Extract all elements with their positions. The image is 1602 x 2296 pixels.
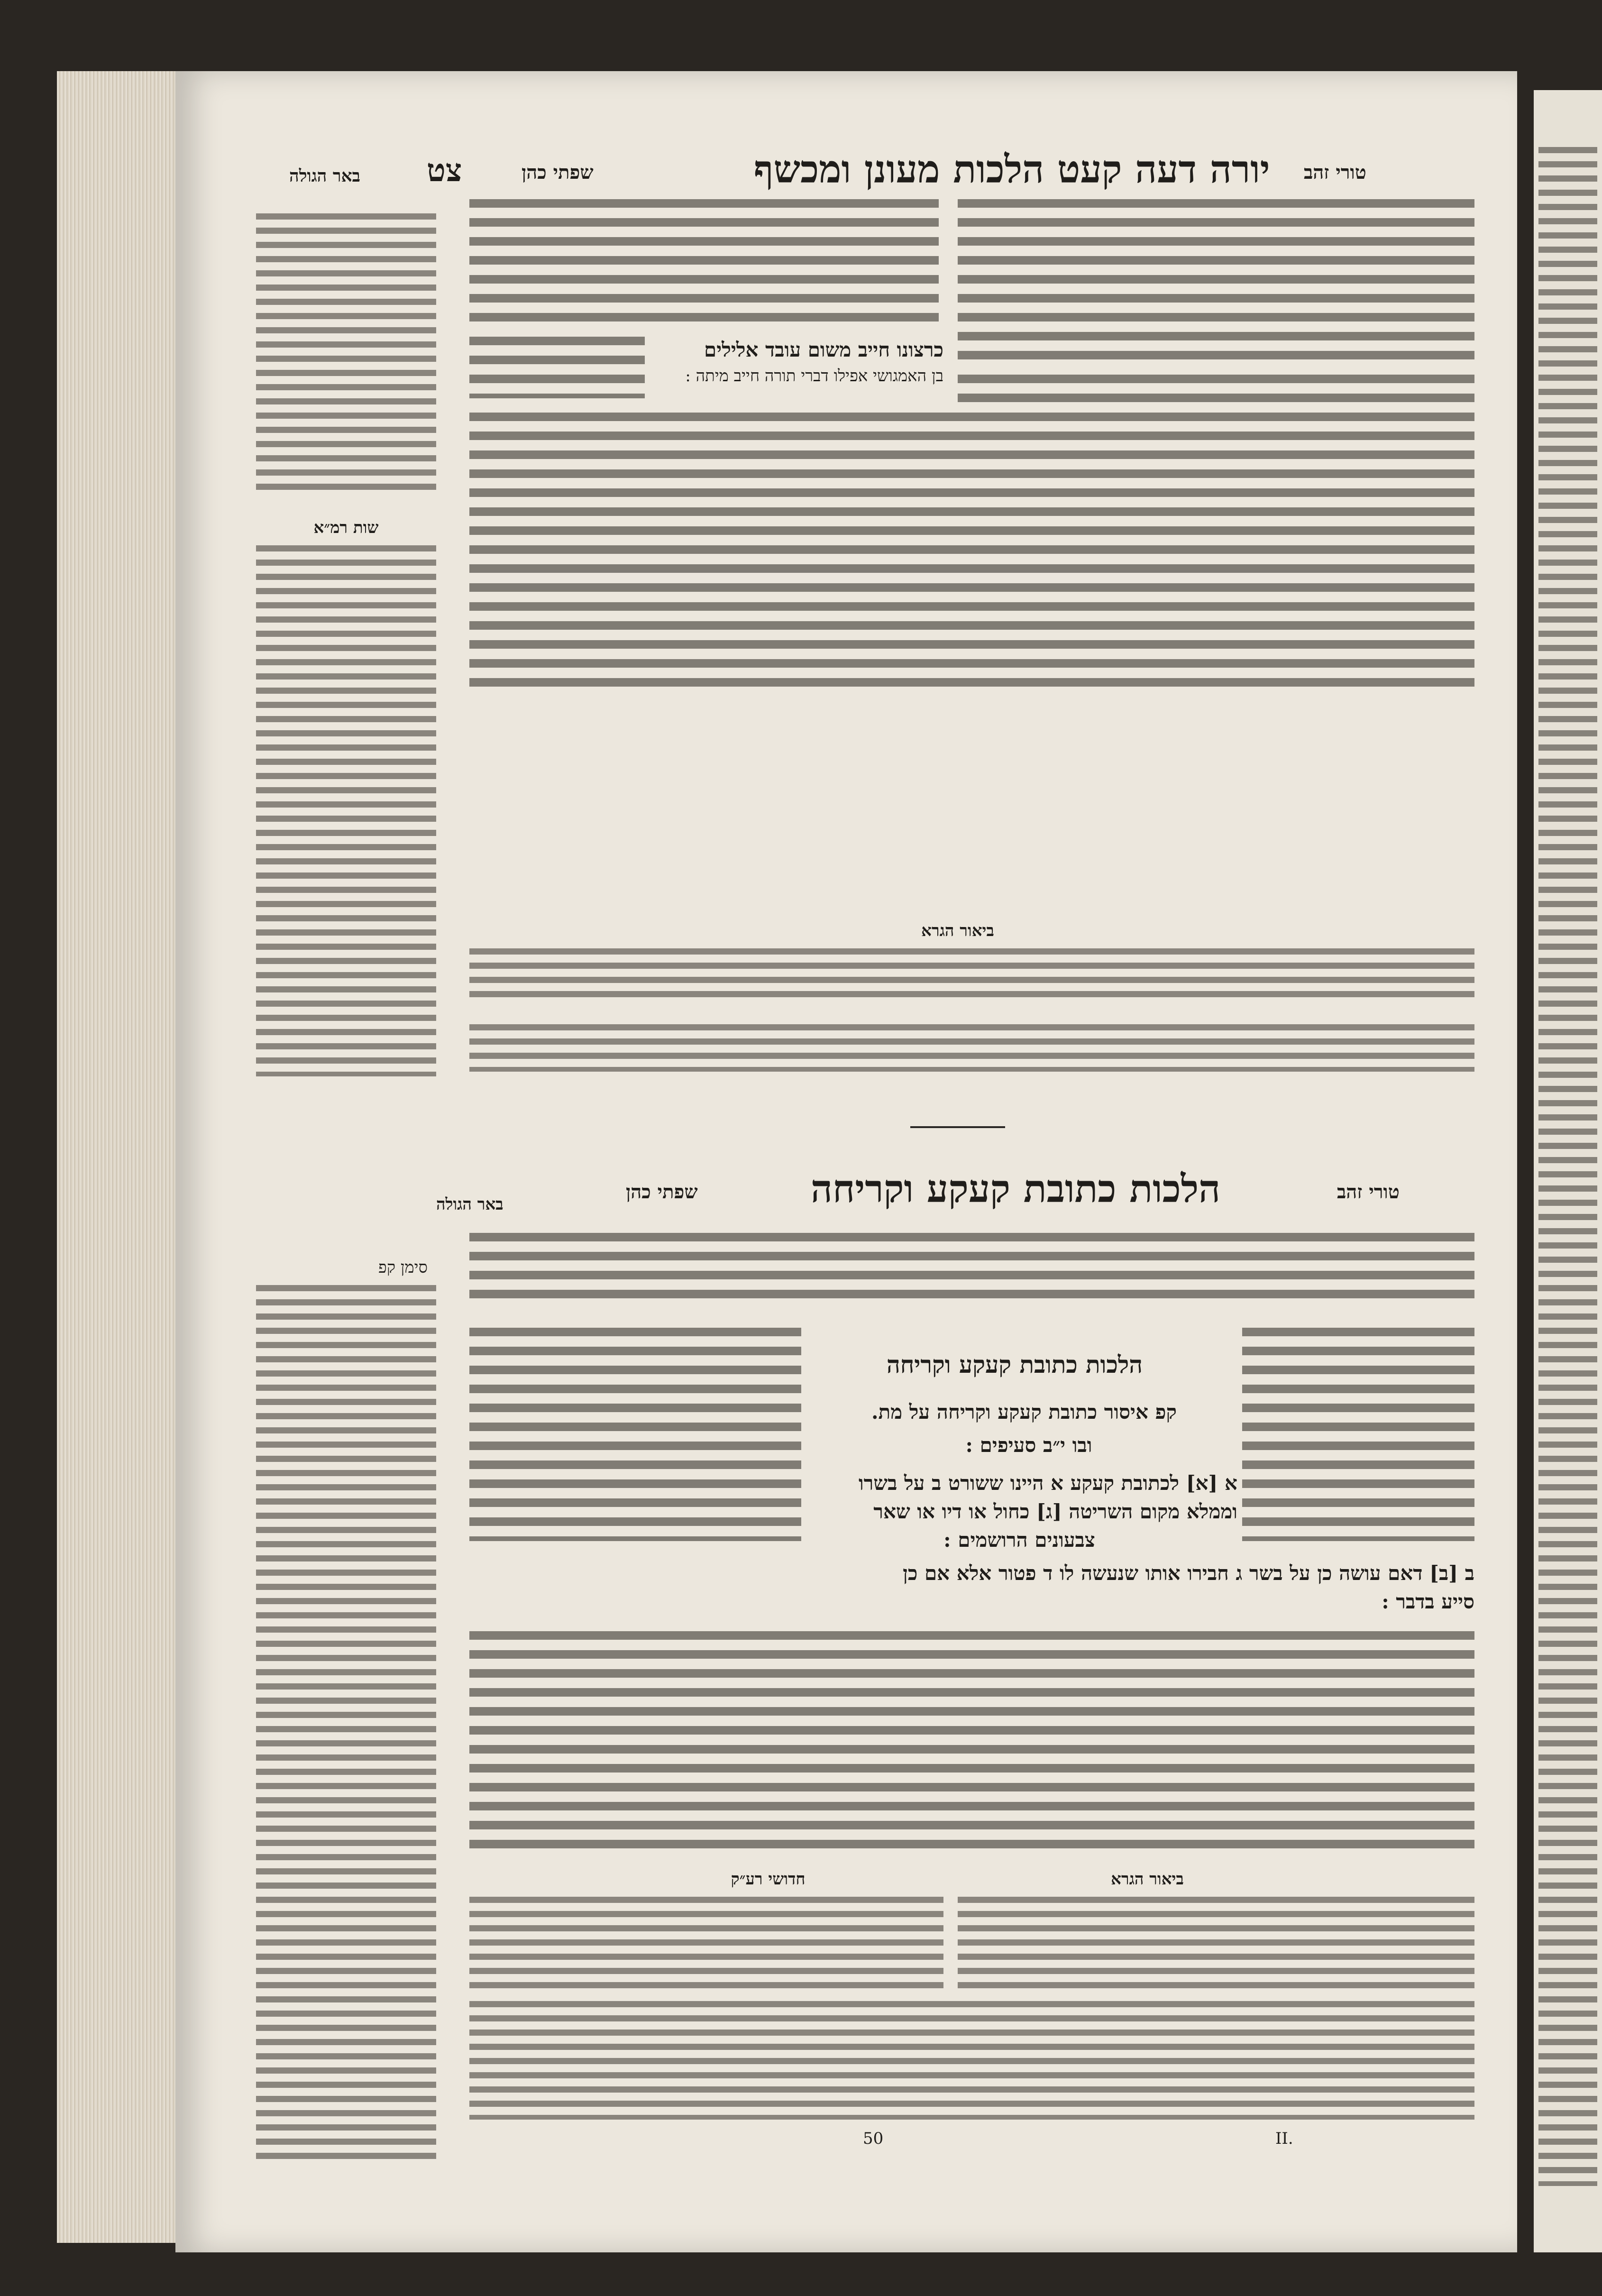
taz-s2-side: [1242, 1328, 1474, 1541]
header-right-title: שפתי כהן: [522, 161, 594, 184]
shach-s2-side: [469, 1328, 801, 1541]
header-left-title: טורי זהב: [1304, 161, 1366, 184]
gra-text-s2: [958, 1897, 1474, 1992]
rama-col: [256, 545, 436, 1076]
margin-title: באר הגולה: [289, 166, 361, 186]
left-page: [175, 71, 1517, 2252]
header-center-title: יורה דעה קעט הלכות מעונן ומכשף: [754, 147, 1270, 192]
taz-s2-top: [469, 1233, 1474, 1304]
signature-mark: II.: [1275, 2129, 1293, 2148]
s2-right-title: שפתי כהן: [626, 1181, 698, 1203]
main-text-line-b: בן האמגושי אפילו דברי תורה חייב מיתה :: [685, 367, 943, 386]
rak-text: [469, 1897, 943, 1992]
bottom-notes: [469, 2001, 1474, 2120]
subtitle: קפ איסור כתובת קעקע וקריחה על מת.: [871, 1400, 1177, 1424]
rak-label: חדושי רע״ק: [731, 1870, 806, 1889]
line-1: א [א] לכתובת קעקע א היינו ששורט ב על בשרו: [859, 1471, 1237, 1495]
page-block-edge: [57, 71, 185, 2243]
right-page-edge: [1534, 90, 1602, 2252]
gra-label-upper: ביאור הגרא: [921, 921, 994, 940]
shach-side: [469, 337, 645, 398]
siman-label: סימן קפ: [378, 1258, 428, 1277]
rama-label: שות רמ״א: [313, 518, 379, 537]
s2-margin-title: באר הגולה: [436, 1195, 503, 1214]
line-2: ב [ב] דאם עושה כן על בשר ג חבירו אותו שנעשה לו ד פטור אלא אם כן: [903, 1561, 1474, 1585]
gra-label-s2: ביאור הגרא: [1111, 1870, 1184, 1889]
s2-left-title: טורי זהב: [1337, 1181, 1400, 1203]
s2-center-title: הלכות כתובת קעקע וקריחה: [811, 1166, 1221, 1211]
subtitle-b: ובו י״ב סעיפים :: [965, 1433, 1092, 1457]
line-1b: וממלא מקום השריטה [ג] כחול או דיו או שאר: [873, 1500, 1237, 1523]
taz-column-top: [958, 199, 1474, 365]
beer-hagola-s2: [256, 1285, 436, 2162]
gra-text-upper: [469, 948, 1474, 1005]
section-divider: [910, 1126, 1005, 1128]
right-page-text: [1538, 147, 1597, 2186]
inner-title: הלכות כתובת קעקע וקריחה: [886, 1350, 1143, 1378]
main-text-line: כרצונו חייב משום עובד אלילים: [704, 338, 943, 361]
line-1c: צבעונים הרושמים :: [943, 1528, 1095, 1552]
shach-column-top: [469, 199, 939, 327]
page-mark: צט: [427, 152, 462, 189]
page-number: 50: [863, 2129, 884, 2148]
main-text-s2: [469, 1631, 1474, 1849]
line-2b: סייע בדבר :: [1382, 1590, 1474, 1613]
commentary-body-1: [469, 413, 1474, 688]
beer-hagola-col: [256, 213, 436, 498]
footnote-text: [469, 1024, 1474, 1072]
taz-cont: [958, 375, 1474, 413]
